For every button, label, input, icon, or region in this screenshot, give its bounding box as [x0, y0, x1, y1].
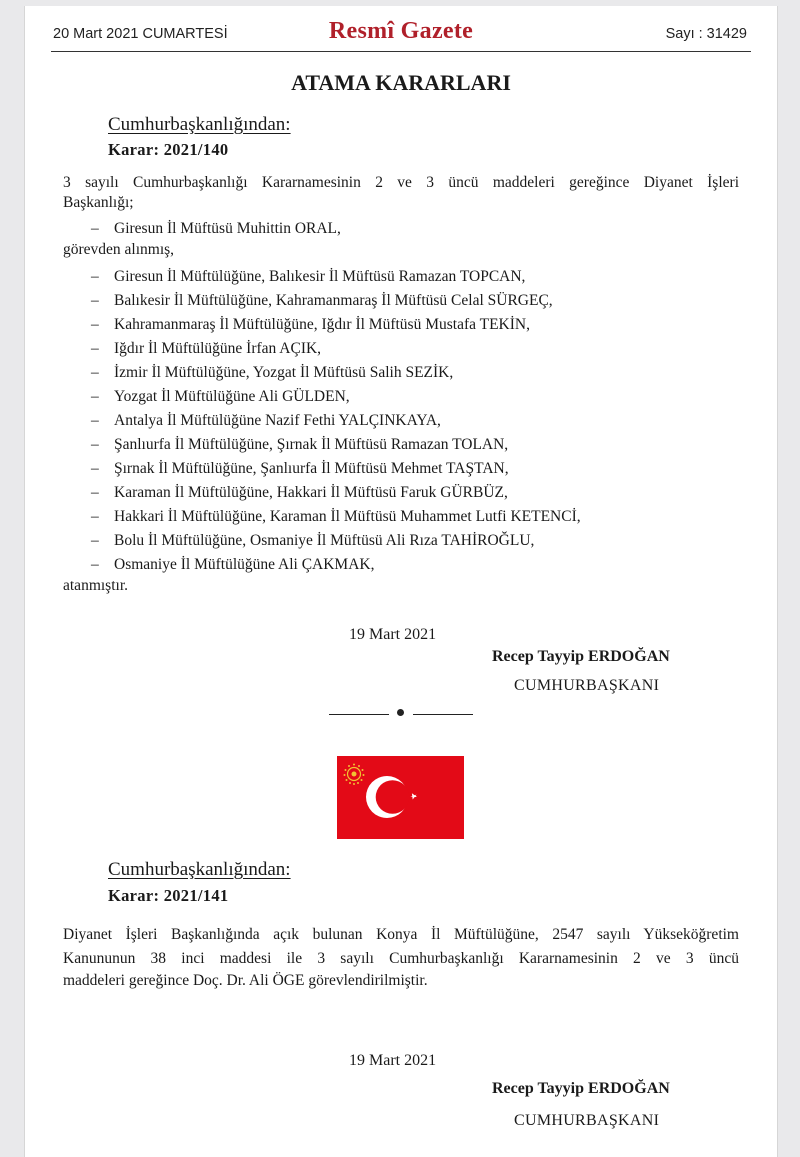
- list-item: – Karaman İl Müftülüğüne, Hakkari İl Müftüsü Faruk GÜRBÜZ,: [91, 484, 508, 501]
- decree1-signatory-title: CUMHURBAŞKANI: [514, 677, 660, 694]
- decree1-date: 19 Mart 2021: [349, 626, 437, 643]
- list-item: – Hakkari İl Müftülüğüne, Karaman İl Müftüsü Muhammet Lutfi KETENCİ,: [91, 508, 581, 525]
- decree2-department: Cumhurbaşkanlığından:: [108, 859, 291, 880]
- separator-dot: [397, 709, 404, 716]
- list-item: – Şırnak İl Müftülüğüne, Şanlıurfa İl Müftüsü Mehmet TAŞTAN,: [91, 460, 509, 477]
- decree2-date: 19 Mart 2021: [349, 1052, 437, 1069]
- separator-line-right: [413, 714, 473, 715]
- list-item: – Balıkesir İl Müftülüğüne, Kahramanmaraş İl Müftüsü Celal SÜRGEÇ,: [91, 292, 553, 309]
- list-item: – Bolu İl Müftülüğüne, Osmaniye İl Müftüsü Ali Rıza TAHİROĞLU,: [91, 532, 535, 549]
- decree1-signatory: Recep Tayyip ERDOĞAN: [492, 648, 670, 665]
- decree2-line1: Diyanet İşleri Başkanlığında açık bulunan Konya İl Müftülüğüne, 2547 sayılı Yükseköğretim: [63, 926, 739, 943]
- list-item: – Iğdır İl Müftülüğüne İrfan AÇIK,: [91, 340, 322, 357]
- section-title: ATAMA KARARLARI: [291, 70, 511, 95]
- list-item: – Osmaniye İl Müftülüğüne Ali ÇAKMAK,: [91, 556, 375, 573]
- decree2-signatory-title: CUMHURBAŞKANI: [514, 1112, 660, 1129]
- list-item: – Giresun İl Müftüsü Muhittin ORAL,: [91, 217, 341, 241]
- gazette-page: [24, 6, 778, 1157]
- list-dash: –: [91, 220, 99, 237]
- presidential-flag-icon: [337, 756, 464, 839]
- list-item: – Şanlıurfa İl Müftülüğüne, Şırnak İl Müftüsü Ramazan TOLAN,: [91, 436, 509, 453]
- list-item: – Yozgat İl Müftülüğüne Ali GÜLDEN,: [91, 388, 350, 405]
- decree2-signatory: Recep Tayyip ERDOĞAN: [492, 1080, 670, 1097]
- decree2-number: Karar: 2021/141: [108, 886, 229, 905]
- removed-label: görevden alınmış,: [63, 241, 175, 258]
- decree1-intro-line1: 3 sayılı Cumhurbaşkanlığı Kararnamesinin 2 ve 3 üncü maddeleri gereğince Diyanet İşleri: [63, 174, 739, 191]
- list-item: – Kahramanmaraş İl Müftülüğüne, Iğdır İl Müftüsü Mustafa TEKİN,: [91, 316, 530, 333]
- list-item: – İzmir İl Müftülüğüne, Yozgat İl Müftüsü Salih SEZİK,: [91, 364, 454, 381]
- decree1-number: Karar: 2021/140: [108, 140, 229, 159]
- decree2-line3: maddeleri gereğince Doç. Dr. Ali ÖGE görevlendirilmiştir.: [63, 972, 428, 989]
- separator-line-left: [329, 714, 389, 715]
- header-rule: [51, 51, 751, 52]
- list-item: – Giresun İl Müftülüğüne, Balıkesir İl Müftüsü Ramazan TOPCAN,: [91, 268, 526, 285]
- decree2-line2: Kanununun 38 inci maddesi ile 3 sayılı Cumhurbaşkanlığı Kararnamesinin 2 ve 3 üncü: [63, 950, 739, 967]
- header-date: 20 Mart 2021 CUMARTESİ: [53, 26, 228, 42]
- decree1-intro-line2: Başkanlığı;: [63, 194, 134, 211]
- appointed-label: atanmıştır.: [63, 577, 129, 594]
- decree1-department: Cumhurbaşkanlığından:: [108, 114, 291, 135]
- gazette-title: Resmî Gazete: [328, 18, 474, 44]
- list-item: – Antalya İl Müftülüğüne Nazif Fethi YALÇINKAYA,: [91, 412, 441, 429]
- issue-number: Sayı : 31429: [665, 26, 747, 42]
